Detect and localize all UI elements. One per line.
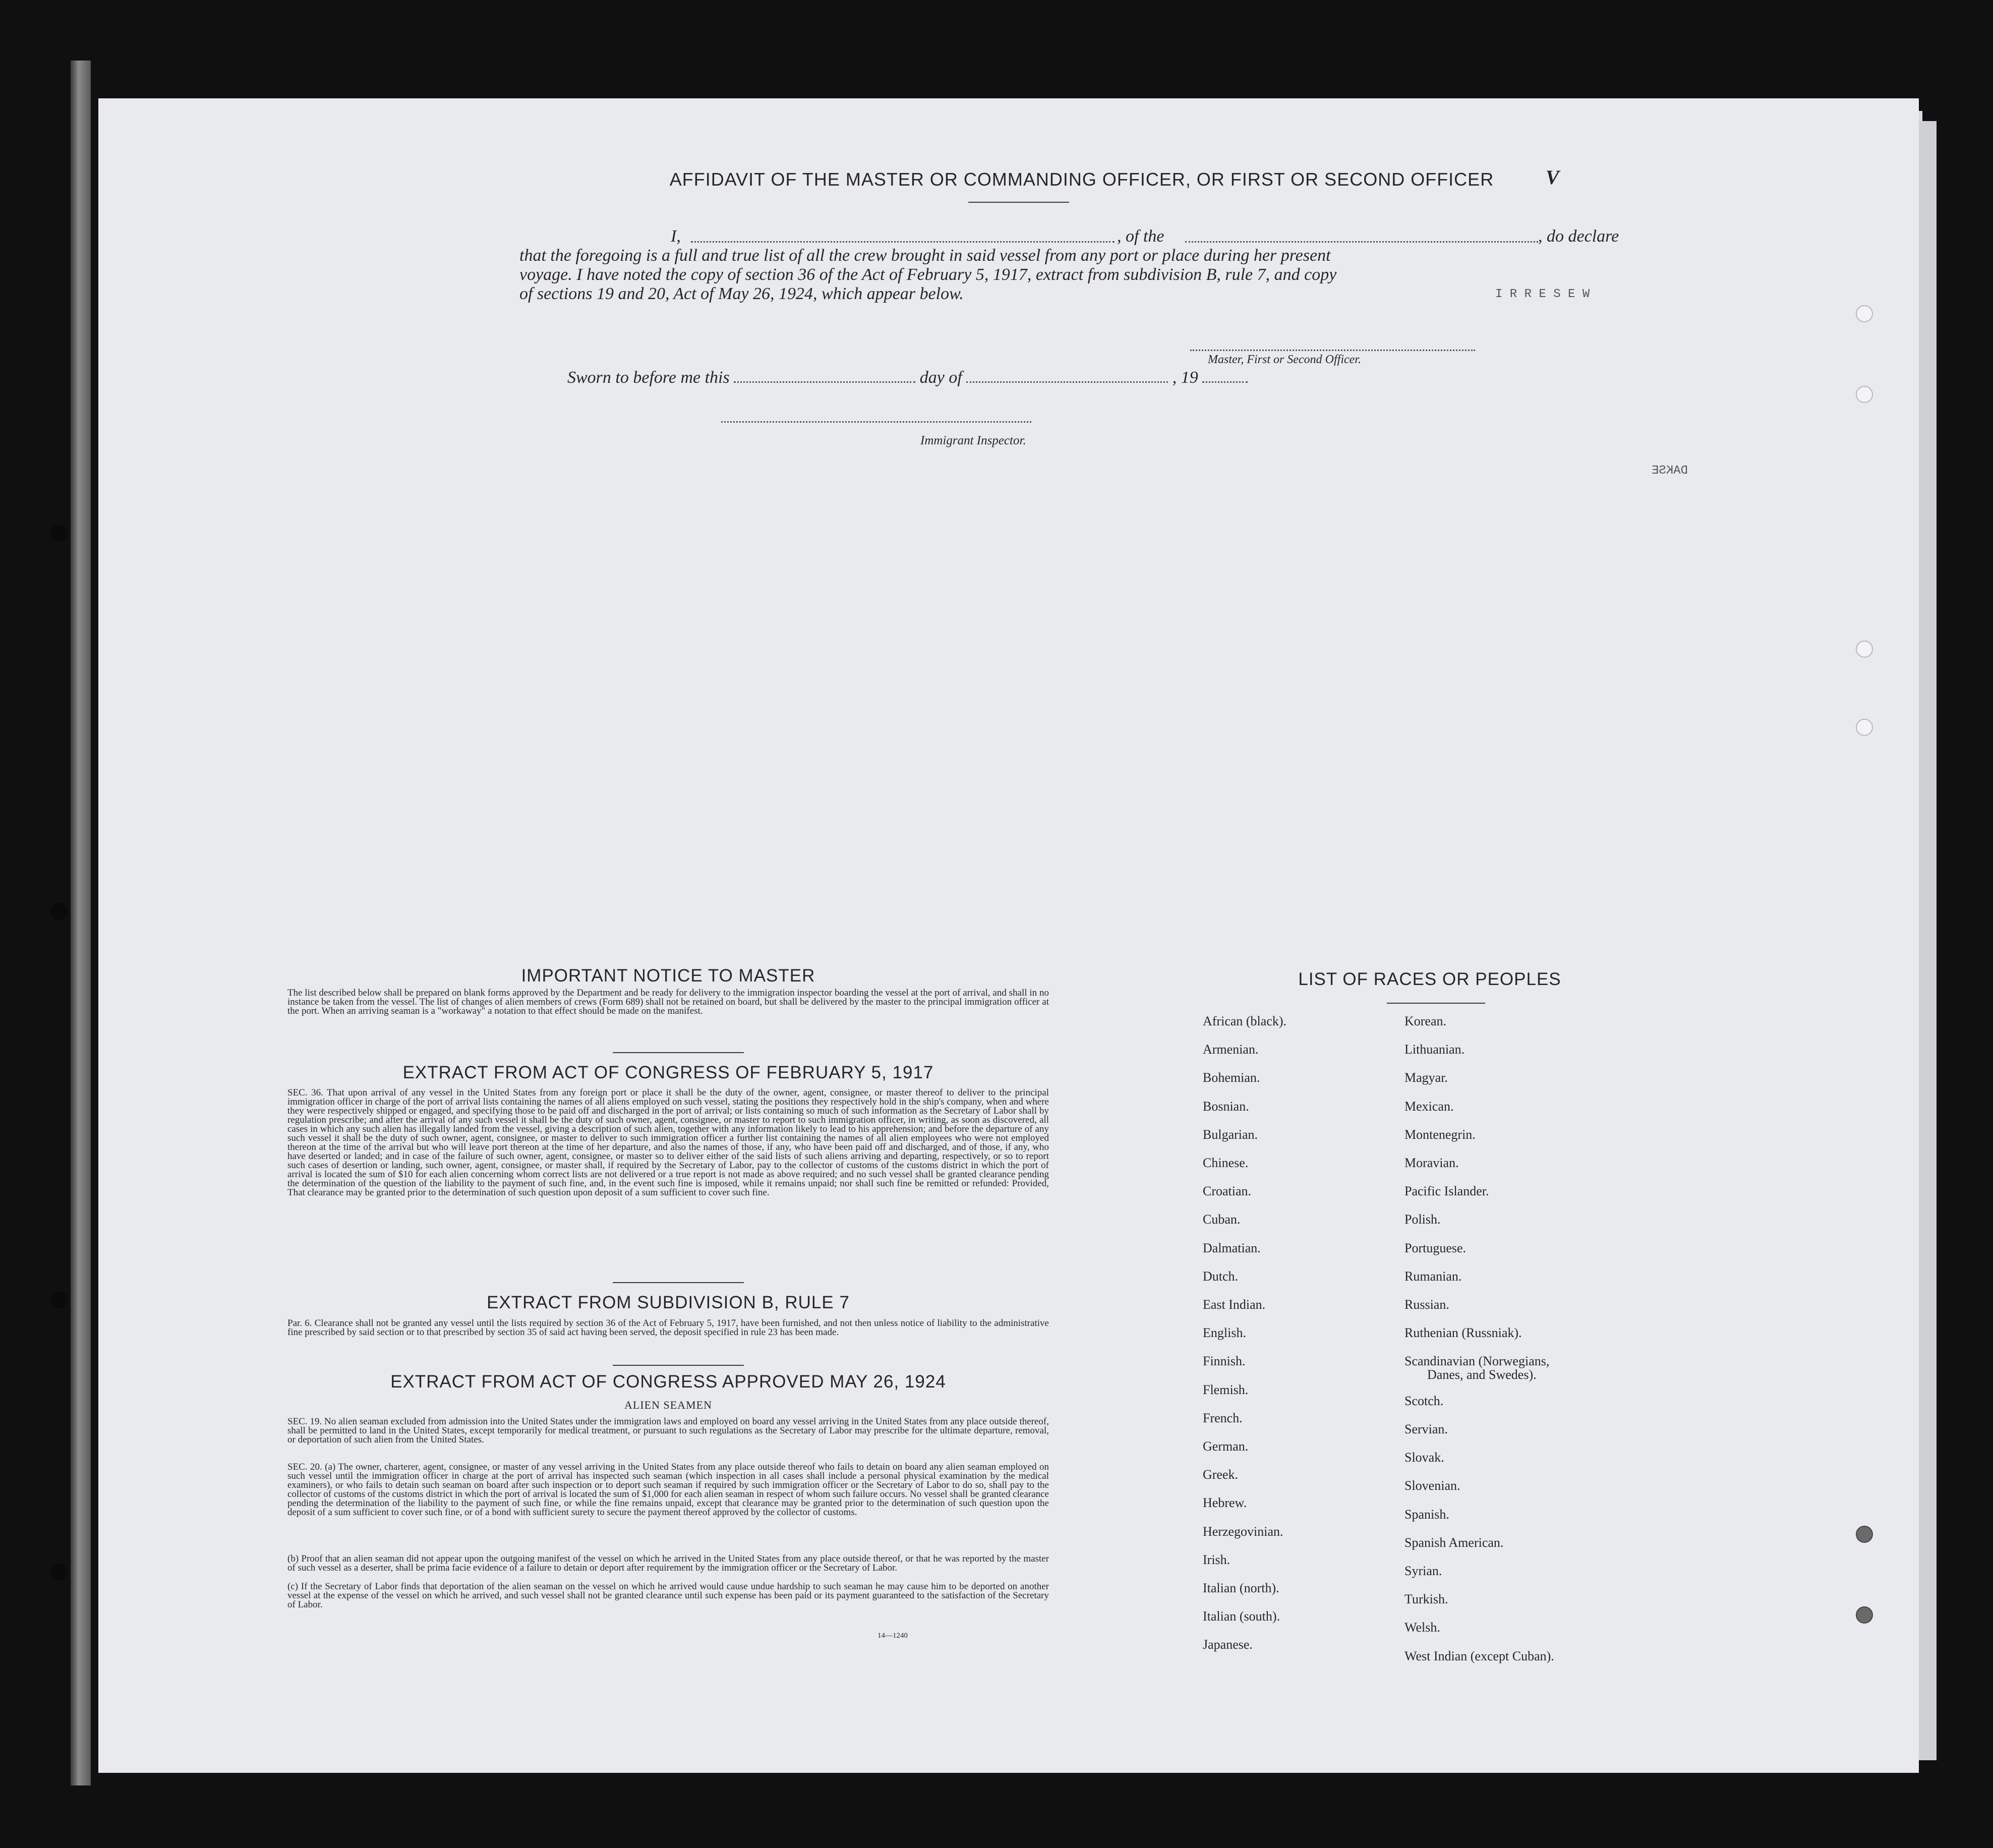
race-item: West Indian (except Cuban). bbox=[1404, 1648, 1554, 1663]
race-item: French. bbox=[1203, 1410, 1243, 1425]
races-title-underline bbox=[1387, 1003, 1485, 1004]
inspector-signature-blank bbox=[721, 421, 1031, 423]
inspector-label: Immigrant Inspector. bbox=[920, 434, 1026, 447]
year-blank bbox=[1202, 381, 1248, 383]
race-item: Armenian. bbox=[1203, 1042, 1259, 1057]
document-page bbox=[98, 98, 1919, 1773]
affidavit-text bbox=[519, 227, 1629, 304]
race-item: Scandinavian (Norwegians, bbox=[1404, 1354, 1550, 1369]
punch-hole bbox=[1856, 305, 1873, 322]
alien-seamen-heading: ALIEN SEAMEN bbox=[624, 1399, 712, 1411]
race-item: Bohemian. bbox=[1203, 1070, 1260, 1085]
sec-20c-text: (c) If the Secretary of Labor finds that deportation of the alien seaman on the vessel on which he arrived would cause undue hardship to such seaman he may cause him to be deported on another vessel at the expense of the vessel on which he arrived, and such vessel shall not be granted clearance until such expense has been paid or its payment guaranteed to the satisfaction of the Secretary of Labor. bbox=[287, 1581, 1049, 1610]
race-item: Chinese. bbox=[1203, 1156, 1249, 1170]
race-item: Turkish. bbox=[1404, 1592, 1448, 1607]
rule-7-text: Par. 6. Clearance shall not be granted any vessel until the lists required by section 36 of the Act of February 5, 1917, have been furnished, and not then unless notice of liability to the administrative fine prescribed by said section or to that prescribed by section 35 of said act having been served, the deposit specified in rule 23 has been made. bbox=[287, 1318, 1049, 1338]
form-number: 14—1240 bbox=[877, 1632, 908, 1640]
day-blank bbox=[734, 381, 915, 383]
affidavit-of-the: , of the bbox=[1117, 227, 1164, 246]
race-item: Mexican. bbox=[1404, 1099, 1454, 1114]
binder-hole bbox=[50, 903, 68, 920]
race-item: Croatian. bbox=[1203, 1184, 1252, 1199]
race-item: Polish. bbox=[1404, 1212, 1441, 1227]
race-item: Japanese. bbox=[1203, 1637, 1253, 1652]
punch-hole bbox=[1856, 719, 1873, 736]
race-item: Syrian. bbox=[1404, 1564, 1442, 1578]
race-item: Spanish. bbox=[1404, 1507, 1449, 1522]
sworn-text: Sworn to before me this bbox=[567, 368, 730, 387]
race-item: Magyar. bbox=[1404, 1070, 1448, 1085]
race-item: Bosnian. bbox=[1203, 1099, 1249, 1114]
race-item: Bulgarian. bbox=[1203, 1127, 1258, 1142]
race-item: African (black). bbox=[1203, 1014, 1287, 1028]
binder-hole bbox=[50, 525, 68, 542]
race-item: Rumanian. bbox=[1404, 1268, 1462, 1284]
races-left-column bbox=[1203, 1014, 1404, 1669]
punch-hole bbox=[1856, 386, 1873, 403]
title-underline bbox=[968, 202, 1069, 203]
race-item: Russian. bbox=[1404, 1297, 1449, 1312]
race-item: Finnish. bbox=[1203, 1354, 1246, 1369]
affidavit-declare: , do declare bbox=[1538, 227, 1619, 246]
race-item: Cuban. bbox=[1203, 1212, 1241, 1227]
section-divider bbox=[613, 1282, 744, 1283]
race-item: English. bbox=[1203, 1325, 1246, 1341]
signature-blank bbox=[1190, 350, 1475, 351]
race-item: Flemish. bbox=[1203, 1382, 1249, 1397]
race-item: Pacific Islander. bbox=[1404, 1184, 1489, 1199]
stamp-residue: I R R E S E W bbox=[1495, 287, 1590, 301]
race-item: Italian (north). bbox=[1203, 1581, 1279, 1595]
sec-20b-text: (b) Proof that an alien seaman did not appear upon the outgoing manifest of the vessel on which he arrived in the United States from any place outside thereof, or that he was reported by the master of such vessel as a deserter, shall be prima facie evidence of a failure to detain or deport after requirement by the immigration officer or the Secretary of Labor. bbox=[287, 1553, 1049, 1573]
punch-hole bbox=[1856, 1606, 1873, 1624]
sworn-year-text: , 19 bbox=[1172, 368, 1198, 387]
punch-hole bbox=[1856, 641, 1873, 658]
name-blank bbox=[691, 241, 1115, 243]
sec-20a-text: SEC. 20. (a) The owner, charterer, agent, consignee, or master of any vessel arriving in the United States from any place outside thereof who fails to detain on board any alien seaman employed on such vessel until the immigration officer in charge at the port of arrival has inspected such seaman (which inspection in all cases shall include a personal physical examination by the medical examiners), or who fails to detain such seaman on board after such inspection or to deport such seaman if required by such immigration officer or the Secretary of Labor to do so, shall pay to the collector of customs of the customs district in which the port of arrival is located the sum of $1,000 for each alien seaman in respect of whom such failure occurs. No vessel shall be granted clearance pending the determination of the liability to the payment of such fine, or while the fine remains unpaid, except that clearance may be granted prior to the determination of such question upon the deposit of a sum sufficient to cover such fine, or of a bond with sufficient surety to secure the payment thereof approved by the collector of customs. bbox=[287, 1462, 1049, 1518]
act-1917-title: EXTRACT FROM ACT OF CONGRESS OF FEBRUARY 5, 1917 bbox=[402, 1063, 934, 1082]
race-item: East Indian. bbox=[1203, 1297, 1266, 1312]
vessel-blank bbox=[1185, 241, 1538, 243]
race-item: Moravian. bbox=[1404, 1156, 1459, 1170]
rule-7-title: EXTRACT FROM SUBDIVISION B, RULE 7 bbox=[487, 1293, 850, 1312]
affidavit-title: AFFIDAVIT OF THE MASTER OR COMMANDING OFFICER, OR FIRST OR SECOND OFFICER bbox=[669, 169, 1494, 190]
section-divider bbox=[613, 1365, 744, 1366]
race-item: German. bbox=[1203, 1439, 1249, 1454]
act-1917-text: SEC. 36. That upon arrival of any vessel in the United States from any foreign port or place it shall be the duty of the owner, agent, consignee, or master thereof to deliver to the principal immigration officer in charge of the port of arrival lists containing the names of all aliens employed on such vessel, stating the positions they respectively hold in the ship's company, when and where they were respectively shipped or engaged, and specifying those to be paid off and discharged in the port of arrival; or lists containing so much of such information as the Secretary of Labor shall by regulation prescribe; and after the arrival of any such vessel it shall be the duty of such owner, agent, consignee, or master to report to such immigration officer, in writing, as soon as discovered, all cases in which any such alien has illegally landed from the vessel, giving a description of such alien, together with any information likely to lead to his apprehension; and before the departure of any such vessel it shall be the duty of such owner, agent, consignee, or master to deliver to such immigration officer a further list containing the names of all alien employees who were not employed thereon at the time of the arrival but who will leave port thereon at the time of her departure, and also the names of those, if any, who have been paid off and discharged, and of those, if any, who have deserted or landed; and in case of the failure of such owner, agent, consignee, or master so to deliver either of the said lists of such aliens arriving and departing, respectively, or so to report such cases of desertion or landing, such owner, agent, consignee, or master shall, if required by the Secretary of Labor, pay to the collector of customs of the customs district in which the port of arrival is located the sum of $10 for each alien concerning whom correct lists are not delivered or a true report is not made as above required; and no such vessel shall be granted clearance pending the determination of the question of the liability to the payment of such fine, and, in the event such fine is imposed, while it remains unpaid; nor shall such fine be remitted or refunded: Provided, That clearance may be granted prior to the determination of such question upon deposit of a sum sufficient to cover such fine. bbox=[287, 1087, 1049, 1198]
race-item: Dalmatian. bbox=[1203, 1240, 1261, 1255]
binder-hole bbox=[50, 1291, 68, 1308]
section-divider bbox=[613, 1052, 744, 1053]
sec-19-text: SEC. 19. No alien seaman excluded from admission into the United States under the immigration laws and employed on board any vessel arriving in the United States from any place outside thereof, shall be permitted to land in the United States, except temporarily for medical treatment, or pursuant to such regulations as the Secretary of Labor may prescribe for the ultimate departure, removal, or deportation of such alien from the United States. bbox=[287, 1416, 1049, 1445]
affidavit-line-3: voyage. I have noted the copy of section 36 of the Act of February 5, 1917, extract from subdivision B, rule 7, and copy bbox=[519, 265, 1337, 284]
race-item: Portuguese. bbox=[1404, 1240, 1467, 1255]
race-item: Spanish American. bbox=[1404, 1535, 1504, 1550]
race-item: Korean. bbox=[1404, 1014, 1447, 1028]
affidavit-line-4: of sections 19 and 20, Act of May 26, 1924, which appear below. bbox=[519, 284, 964, 303]
race-item: Scotch. bbox=[1404, 1393, 1444, 1408]
binder-hole bbox=[50, 1564, 68, 1581]
race-item: Montenegrin. bbox=[1404, 1127, 1476, 1142]
race-item: Danes, and Swedes). bbox=[1427, 1367, 1537, 1382]
month-blank bbox=[966, 381, 1168, 383]
race-item: Welsh. bbox=[1404, 1620, 1440, 1635]
corner-mark: V bbox=[1546, 166, 1559, 189]
notice-text: The list described below shall be prepared on blank forms approved by the Department and be ready for delivery to the immigration inspector boarding the vessel at the port of arrival, and shall in no instance be taken from the vessel. The list of changes of alien members of crews (Form 689) shall not be retained on board, but shall be delivered by the master to the principal immigration officer at the port. When an arriving seaman is a "workaway" a notation to that effect should be made on the manifest. bbox=[287, 988, 1049, 1016]
race-item: Ruthenian (Russniak). bbox=[1404, 1325, 1522, 1341]
affidavit-i: I, bbox=[671, 227, 681, 246]
signer-label: Master, First or Second Officer. bbox=[1208, 353, 1361, 366]
race-item: Greek. bbox=[1203, 1467, 1239, 1482]
race-item: Italian (south). bbox=[1203, 1609, 1280, 1624]
stamp-residue: DAKSE bbox=[1652, 464, 1688, 478]
race-item: Herzegovinian. bbox=[1203, 1524, 1283, 1539]
race-item: Slovenian. bbox=[1404, 1478, 1460, 1493]
scanner-edge bbox=[71, 61, 91, 1785]
sworn-line bbox=[567, 368, 1248, 387]
race-item: Irish. bbox=[1203, 1552, 1230, 1567]
race-item: Lithuanian. bbox=[1404, 1042, 1465, 1057]
race-item: Hebrew. bbox=[1203, 1495, 1247, 1511]
affidavit-line-1 bbox=[519, 227, 1629, 246]
race-item: Dutch. bbox=[1203, 1268, 1239, 1284]
sworn-day-text: day of bbox=[919, 368, 962, 387]
act-1924-title: EXTRACT FROM ACT OF CONGRESS APPROVED MAY 26, 1924 bbox=[390, 1372, 946, 1392]
races-title: LIST OF RACES OR PEOPLES bbox=[1298, 969, 1561, 989]
races-right-column bbox=[1404, 1014, 1657, 1669]
race-item: Servian. bbox=[1404, 1422, 1448, 1436]
punch-hole bbox=[1856, 1526, 1873, 1543]
race-item: Slovak. bbox=[1404, 1450, 1444, 1465]
affidavit-line-2: that the foregoing is a full and true list of all the crew brought in said vessel from any port or place during her present bbox=[519, 246, 1331, 265]
notice-title: IMPORTANT NOTICE TO MASTER bbox=[521, 966, 815, 986]
